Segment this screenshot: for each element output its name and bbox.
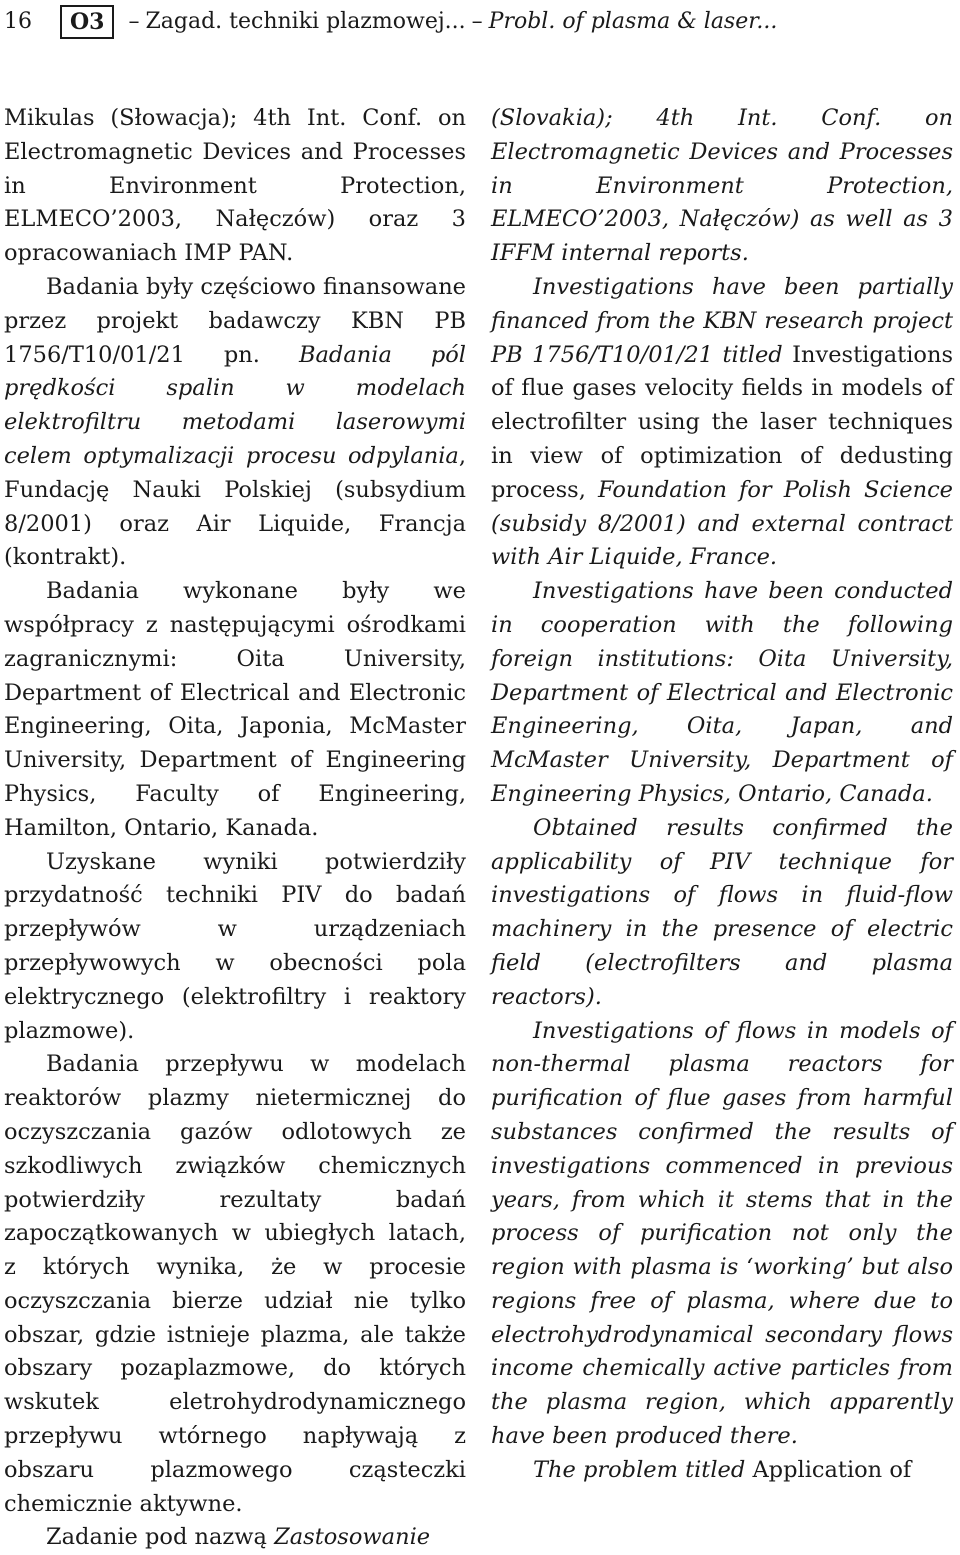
left-paragraph-4: Uzyskane wyniki potwierdziły przydatność techniki PIV do badań przepływów w urządzeniach przepływowych w obecności pola elektrycznego (elektrofiltry i reaktory plazmowe). [4,848,466,1044]
left-column-polish [4,102,466,1555]
right-p6-text: The problem titled [533,1456,746,1483]
header-dash: – [128,9,140,34]
left-p2-sponsors: , Fundację Nauki Polskiej (subsydium 8/2001) oraz Air Liquide, Francja (kontrakt). [4,442,466,571]
right-paragraph-2 [491,271,953,575]
right-paragraph-6 [491,1454,953,1488]
right-p6-task-title: Application of [752,1456,912,1483]
page-number: 16 [4,9,32,34]
left-p2-funding: Badania były częściowo finansowane przez projekt badawczy KBN PB 1756/T10/01/21 pn. [4,273,466,368]
left-paragraph-6 [4,1521,466,1555]
right-column-english [491,102,953,1488]
right-paragraph-3: Investigations have been conducted in cooperation with the following foreign institutions: Oita University, Department of Electrical and Electronic Engineering, Oita, Japan, and McMaster University, Department of Engineering Physics, Ontario, Canada. [491,578,953,807]
left-p6-task-title: Zastosowanie [274,1524,431,1551]
left-paragraph-2 [4,271,466,575]
section-code-box: O3 [60,5,114,39]
right-paragraph-5: Investigations of flows in models of non-thermal plasma reactors for purification of flue gases from harmful substances confirmed the results of investigations commenced in previous years, from which it stems that in the process of purification not only the region with plasma is ‘working’ but also regions free of plasma, where due to electrohydrodynamical secondary flows income chemically active particles from the plasma region, which apparently have been produced there. [491,1017,953,1450]
left-paragraph-1: Mikulas (Słowacja); 4th Int. Conf. on Electromagnetic Devices and Processes in Environment Protection, ELMECO’2003, Nałęczów) oraz 3 opracowaniach IMP PAN. [4,105,466,267]
header-title-en: Probl. of plasma & laser... [488,9,778,34]
right-p2-funding: Investigations have been partially financed from the KBN research project PB 1756/T10/01/21 titled [491,273,953,368]
right-paragraph-4: Obtained results confirmed the applicability of PIV technique for investigations of flows in fluid-flow machinery in the presence of electric field (electrofilters and plasma reactors). [491,814,953,1010]
left-paragraph-3: Badania wykonane były we współpracy z następującymi ośrodkami zagranicznymi: Oita University, Department of Electrical and Electronic Engineering, Oita, Japonia, McMaster University, Department of Engineering Physics, Faculty of Engineering, Hamilton, Ontario, Kanada. [4,578,466,841]
page-header [4,4,956,40]
right-paragraph-1: (Slovakia); 4th Int. Conf. on Electromagnetic Devices and Processes in Environment Protection, ELMECO’2003, Nałęczów) as well as 3 IFFM internal reports. [491,105,953,267]
right-p2-project-title: Investigations of flue gases velocity fields in models of electrofilter using the laser techniques in view of optimization of dedusting process, [491,341,953,503]
left-p2-project-title: Badania pól prędkości spalin w modelach elektrofiltru metodami laserowymi celem optymalizacji procesu odpylania [4,341,467,469]
header-title-pl: Zagad. techniki plazmowej... [145,9,466,34]
right-p2-sponsors: Foundation for Polish Science (subsidy 8/2001) and external contract with Air Liquide, France. [491,476,953,571]
left-paragraph-5: Badania przepływu w modelach reaktorów plazmy nietermicznej do oczyszczania gazów odlotowych ze szkodliwych związków chemicznych potwierdziły rezultaty badań zapoczątkowanych w ubiegłych latach, z których wynika, że w procesie oczyszczania bierze udział nie tylko obszar, gdzie istnieje plazma, ale także obszary pozaplazmowe, do których wskutek eletrohydrodynamicznego przepływu wtórnego napływają z obszaru plazmowego cząsteczki chemicznie aktywne. [4,1051,466,1517]
left-p6-text: Zadanie pod nazwą [46,1524,267,1551]
header-dash: – [471,9,483,34]
